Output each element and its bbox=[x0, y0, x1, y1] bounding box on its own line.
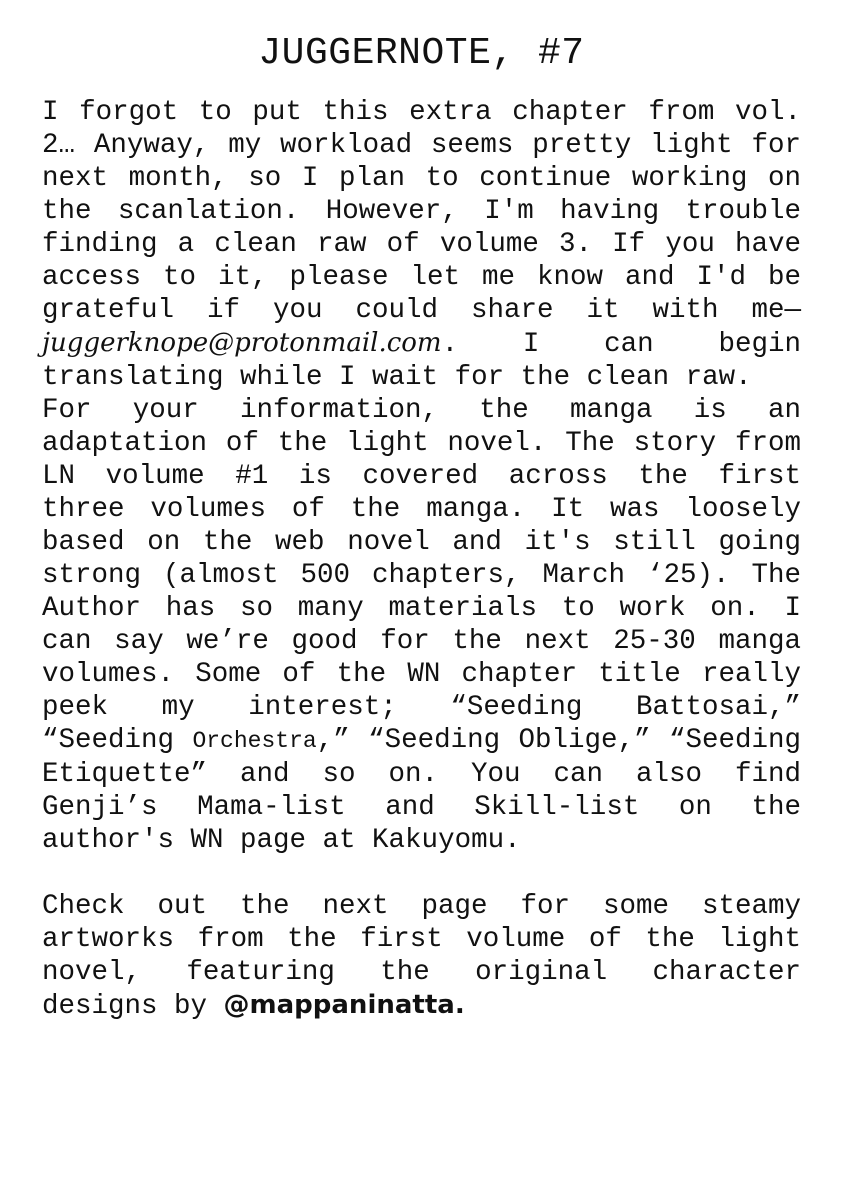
paragraph-1-text-start: I forgot to put this extra chapter from vol. 2… Anyway, my workload seems pretty light for next month, so I plan to continue working on the scanlation. However, I'm having trouble finding a clean raw of volume 3. If you have access to it, please let me know and I'd be grateful if you could share it with me— bbox=[42, 97, 801, 326]
paragraph-2-text-end: ,” “Seeding Oblige,” “Seeding Etiquette” and so on. You can also find Genji’s Mama-list and Skill-list on the author's WN page at Kakuyomu. bbox=[42, 725, 802, 856]
orchestra-word: Orchestra bbox=[192, 728, 317, 754]
paragraph-next-page-note bbox=[42, 890, 801, 1023]
artist-handle: @mappaninatta. bbox=[223, 990, 465, 1020]
contact-email: juggerknope@protonmail.com bbox=[42, 328, 442, 358]
page-title: JUGGERNOTE, #7 bbox=[258, 32, 585, 75]
paragraph-1-text-end: . I can begin translating while I wait for the clean raw. bbox=[42, 329, 801, 393]
body-text bbox=[42, 96, 801, 1023]
paragraph-adaptation-info bbox=[42, 394, 801, 857]
paragraph-3-text: Check out the next page for some steamy artworks from the first volume of the light novel, featuring the original character designs by bbox=[42, 891, 801, 1022]
paragraph-2-text-start: For your information, the manga is an adaptation of the light novel. The story from LN volume #1 is covered across the first three volumes of the manga. It was loosely based on the web novel and it's still going strong (almost 500 chapters, March ‘25). The Author has so many materials to work on. I can say we’re good for the next 25-30 manga volumes. Some of the WN chapter title really peek my interest; “Seeding Battosai,” “Seeding bbox=[42, 395, 801, 756]
paragraph-scanlation-note bbox=[42, 96, 801, 394]
